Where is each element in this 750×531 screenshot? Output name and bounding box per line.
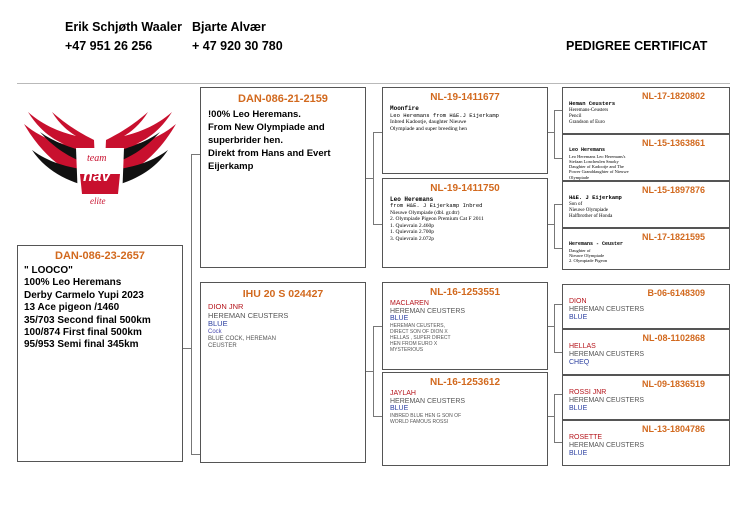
dam-sire-line: MYSTERIOUS <box>390 346 424 353</box>
g8-card <box>562 420 730 466</box>
g5-breeder: HEREMAN CEUSTERS <box>569 306 645 313</box>
owner1-name: Erik Schjøth Waaler <box>65 20 182 34</box>
g1-line: Grandson of Euro <box>569 119 605 125</box>
dam-sire-line: HEREMAN CEUSTERS, <box>390 322 446 329</box>
connector <box>191 154 192 454</box>
connector <box>373 224 382 225</box>
g5-name: DION <box>569 298 587 305</box>
g2-line: Leo Heremans Leo Heremans's <box>569 153 626 159</box>
dam-color: BLUE <box>208 319 228 329</box>
connector <box>554 204 562 205</box>
g2-line: Stefaan Loncheulen Smoky <box>569 158 619 164</box>
dam-dam-color: BLUE <box>390 405 409 413</box>
dam-sire-ring-number: NL-16-1253551 <box>429 287 501 298</box>
sire-sire-line: Olympiade and super breeding hen <box>390 126 467 132</box>
g5-card <box>562 284 730 329</box>
dam-dam-ring-number: NL-16-1253612 <box>429 377 501 388</box>
g1-card <box>562 87 730 134</box>
dam-sire-line: HELLAS , SUPER DIRECT <box>390 334 451 341</box>
g8-name: ROSETTE <box>569 434 603 441</box>
g3-line: Halfbrother of Honda <box>569 213 613 219</box>
g5-color: BLUE <box>569 314 588 321</box>
subject-line: Derby Carmelo Yupi 2023 <box>24 289 144 301</box>
subject-line: 95/953 Semi final 345km <box>24 339 139 351</box>
sire-sire-line: Leo Heremans from H&E.J Eijerkamp <box>390 112 499 119</box>
connector <box>554 442 562 443</box>
g4-card <box>562 228 730 270</box>
g3-line: Nieuwe Olympiade <box>569 207 609 213</box>
g2-name: Leo Heremans <box>569 147 606 153</box>
g6-ring-number: NL-08-1102868 <box>642 333 705 343</box>
page-title: PEDIGREE CERTIFICAT <box>566 39 708 53</box>
connector <box>373 416 382 417</box>
g7-name: ROSSI JNR <box>569 389 607 396</box>
g1-name: Heman Ceusters <box>569 100 616 107</box>
sire-dam-line: Nieuwe Olympiade (dbl. gr.dtr) <box>390 209 460 216</box>
dam-sire-breeder: HEREMAN CEUSTERS <box>390 307 466 315</box>
connector <box>554 248 562 249</box>
connector <box>191 454 200 455</box>
dam-sire-color: BLUE <box>390 315 409 323</box>
subject-line: " LOOCO" <box>24 265 73 276</box>
header-divider <box>17 83 730 84</box>
g6-breeder: HEREMAN CEUSTERS <box>569 351 645 358</box>
connector <box>554 352 562 353</box>
g8-color: BLUE <box>569 450 588 457</box>
g4-line: Daughter of <box>569 247 591 253</box>
subject-details <box>24 265 176 352</box>
connector <box>373 132 374 224</box>
sire-line: !00% Leo Heremans. <box>208 109 301 120</box>
connector <box>373 326 374 416</box>
owner2-name: Bjarte Alvær <box>192 20 266 34</box>
dam-card <box>200 282 366 463</box>
g1-line: Pencil <box>569 113 582 119</box>
g4-line: 2. Olympiade Pigeon <box>569 258 608 264</box>
dam-name: DION JNR <box>208 302 244 311</box>
g5-ring-number: B-06-6148309 <box>647 288 705 298</box>
g1-line: Heremans-Ceusters <box>569 107 609 113</box>
connector <box>554 394 562 395</box>
sire-dam-line: 1. Quievrain 2.460p <box>390 222 434 229</box>
g8-ring-number: NL-13-1804786 <box>641 424 705 434</box>
logo-nav-text: nav <box>83 168 111 185</box>
connector <box>373 326 382 327</box>
dam-sire-line: DIRECT SON OF DION X <box>390 328 448 335</box>
logo-team-text: team <box>87 153 107 164</box>
team-logo <box>18 104 182 222</box>
g7-ring-number: NL-09-1836519 <box>641 379 705 389</box>
sire-card <box>200 87 366 268</box>
dam-dam-breeder: HEREMAN CEUSTERS <box>390 397 466 405</box>
connector <box>191 154 200 155</box>
g7-color: BLUE <box>569 405 588 412</box>
sire-dam-line: from H&E. J Eijerkamp Inbred <box>390 202 483 209</box>
g2-ring-number: NL-15-1363861 <box>641 138 705 148</box>
g2-line: Power Granddaughter of Nieuwe <box>569 169 629 175</box>
subject-line: 100/874 First final 500km <box>24 327 142 339</box>
g2-line: Daughter of Kadootje and The <box>569 164 624 170</box>
sire-sire-line: Inbred Kadootje, daughter Nieuwe <box>390 119 467 125</box>
dam-note: Cock <box>208 328 222 335</box>
subject-line: 100% Leo Heremans <box>24 277 122 289</box>
dam-breeder: HEREMAN CEUSTERS <box>208 310 289 320</box>
connector <box>554 304 555 352</box>
owner2-phone: + 47 920 30 780 <box>192 39 283 53</box>
dam-note: BLUE COCK, HEREMAN CEUSTER <box>208 335 277 349</box>
connector <box>554 158 562 159</box>
g7-card <box>562 375 730 420</box>
connector <box>554 304 562 305</box>
subject-line: 35/703 Second final 500km <box>24 314 151 326</box>
connector <box>554 110 562 111</box>
dam-sire-card <box>382 282 548 370</box>
g4-line: Nieuwe Olympiade <box>569 252 605 258</box>
sire-dam-line: 3. Quievrain 2.072p <box>390 235 434 242</box>
g7-breeder: HEREMAN CEUSTERS <box>569 397 645 404</box>
connector <box>554 204 555 248</box>
sire-sire-ring-number: NL-19-1411677 <box>430 92 500 103</box>
dam-dam-line: WORLD FAMOUS ROSSI <box>390 418 449 425</box>
sire-dam-card <box>382 178 548 268</box>
g3-line: Son of <box>569 201 583 207</box>
g8-breeder: HEREMAN CEUSTERS <box>569 442 645 449</box>
dam-dam-name: JAYLAH <box>390 390 416 397</box>
g6-card <box>562 329 730 375</box>
g4-ring-number: NL-17-1821595 <box>641 232 705 242</box>
g6-name: HELLAS <box>569 343 596 350</box>
sire-line: Direkt from Hans and Evert Eijerkamp <box>208 148 331 172</box>
g3-card <box>562 181 730 228</box>
g3-ring-number: NL-15-1897876 <box>641 185 705 195</box>
dam-sire-name: MACLAREN <box>390 300 429 307</box>
g2-card <box>562 134 730 181</box>
connector <box>373 132 382 133</box>
sire-sire-card <box>382 87 548 174</box>
owner1-phone: +47 951 26 256 <box>65 39 153 53</box>
sire-dam-line: 1. Quievrain 2.700p <box>390 229 434 235</box>
g1-ring-number: NL-17-1820802 <box>641 91 705 101</box>
dam-dam-card <box>382 372 548 466</box>
sire-details <box>208 108 358 173</box>
subject-card <box>17 245 183 462</box>
g4-name: Heremans - Ceuster <box>569 241 624 247</box>
dam-sire-line: HEN FROM EURO X <box>390 340 438 347</box>
dam-dam-line: INBRED BLUE HEN G SON OF <box>390 412 462 419</box>
sire-sire-name: Moonfire <box>390 105 419 112</box>
logo-elite-text: elite <box>90 196 106 206</box>
connector <box>554 394 555 442</box>
subject-line: 13 Ace pigeon /1460 <box>24 302 120 314</box>
g6-color: CHEQ <box>569 359 590 366</box>
sire-dam-name: Leo Heremans <box>390 196 434 203</box>
sire-dam-ring-number: NL-19-1411750 <box>430 183 500 194</box>
sire-line: From New Olympiade and superbrider hen. <box>208 122 325 146</box>
g2-line: Olympiade <box>569 174 589 180</box>
dam-ring-number: IHU 20 S 024427 <box>242 288 324 300</box>
g3-name: H&E. J Eijerkamp <box>569 194 622 201</box>
subject-ring-number: DAN-086-23-2657 <box>55 250 145 262</box>
connector <box>554 110 555 158</box>
sire-dam-line: 2. Olympiade Pigeon Premium Cat F 2011 <box>390 216 484 222</box>
sire-ring-number: DAN-086-21-2159 <box>238 93 328 105</box>
